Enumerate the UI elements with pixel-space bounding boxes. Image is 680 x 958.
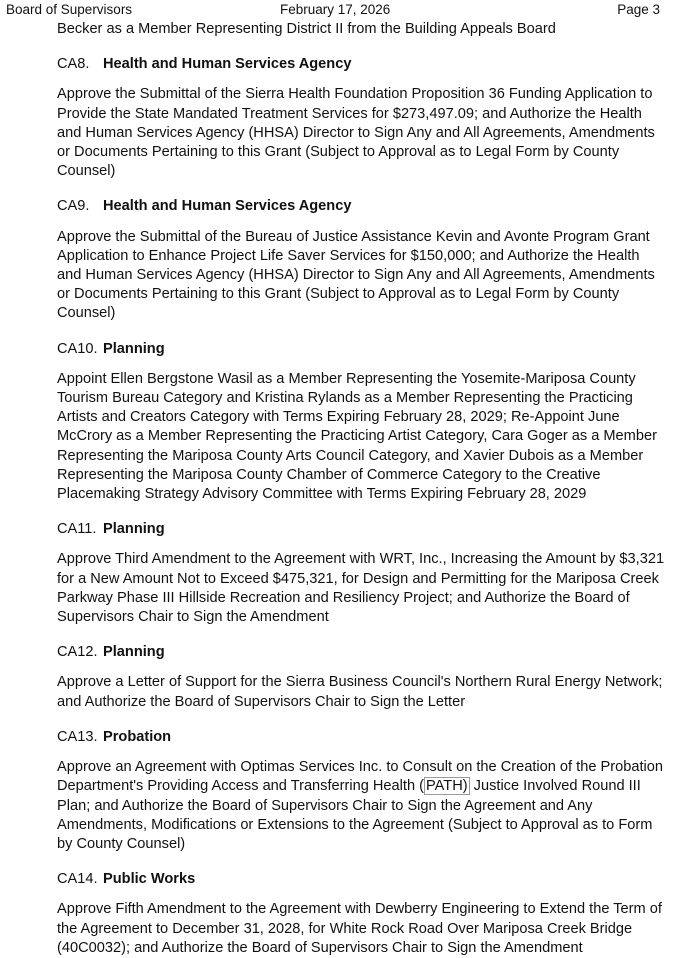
continued-item-text: Becker as a Member Representing District II from the Building Appeals Board — [57, 21, 556, 37]
agenda-item-heading — [57, 870, 665, 889]
agenda-item-heading — [57, 55, 665, 74]
item-text-part: Approve an Agreement with Optimas Services Inc. to Consult on the Creation of the Probation Department's Providing Access and Transferring Health ( — [57, 759, 663, 795]
page-header — [6, 1, 660, 19]
item-department: Probation — [103, 728, 172, 745]
item-department: Health and Human Services Agency — [103, 198, 352, 215]
highlighted-acronym: PATH) — [426, 778, 468, 795]
item-department: Planning — [103, 340, 165, 357]
item-code: CA12. — [57, 644, 98, 661]
item-code: CA8. — [57, 56, 90, 73]
agenda-item-text: Approve a Letter of Support for the Sierra Business Council's Northern Rural Energy Network; and Authorize the Board of Supervisors Chair to Sign the Letter — [57, 674, 663, 710]
agenda-item-heading — [57, 340, 665, 359]
item-text-part: Justice Involved Round III Plan; and Authorize the Board of Supervisors Chair to Sign the Agreement and Any Amendments, Modifications or Extensions to the Agreement (Subject to Approval as to Form by County Counsel) — [57, 778, 653, 852]
agenda-item-heading — [57, 728, 665, 747]
agenda-item-heading — [57, 520, 665, 539]
header-page-number: Page 3 — [617, 2, 660, 17]
item-code: CA14. — [57, 871, 98, 888]
agenda-item-heading — [57, 197, 665, 216]
item-code: CA9. — [57, 198, 90, 215]
agenda-item-text: Approve Third Amendment to the Agreement with WRT, Inc., Increasing the Amount by $3,321 for a New Amount Not to Exceed $475,321, for Design and Permitting for the Mariposa Creek Parkway Phase III Hillside Recreation and Resiliency Project; and Authorize the Board of Supervisors Chair to Sign the Amendment — [57, 551, 665, 626]
agenda-item-text: Approve the Submittal of the Bureau of Justice Assistance Kevin and Avonte Program Grant Application to Enhance Project Life Saver Services for $150,000; and Authorize the Health and Human Services Agency (HHSA) Director to Sign Any and All Agreements, Amendments or Documents Pertaining to this Grant (Subject to Approval as to Legal Form by County Counsel) — [57, 228, 655, 322]
item-code: CA11. — [57, 521, 97, 538]
agenda-item-text: Approve Fifth Amendment to the Agreement with Dewberry Engineering to Extend the Term of the Agreement to December 31, 2028, for White Rock Road Over Mariposa Creek Bridge (40C0032); and Authorize the Board of Supervisors Chair to Sign the Amendment — [57, 901, 662, 956]
item-code: CA13. — [57, 728, 98, 745]
agenda-item-text: Appoint Ellen Bergstone Wasil as a Member Representing the Yosemite-Mariposa County Tourism Bureau Category and Kristina Rylands as a Member Representing the Practicing Artists and Creators Category with Terms Expiring February 28, 2029; Re-Appoint June McCrory as a Member Representing the Practicing Artist Category, Cara Goger as a Member Representing the Mariposa County Arts Council Category, and Xavier Dubois as a Member Representing the Mariposa County Chamber of Commerce Category to the Creative Placemaking Strategy Advisory Committee with Terms Expiring February 28, 2029 — [57, 370, 657, 503]
item-department: Health and Human Services Agency — [103, 56, 352, 73]
item-code: CA10. — [57, 340, 98, 357]
item-department: Planning — [103, 644, 165, 661]
agenda-content — [57, 20, 665, 958]
header-date: February 17, 2026 — [280, 2, 391, 17]
item-department: Public Works — [103, 871, 196, 888]
agenda-item-text — [57, 758, 665, 854]
item-department: Planning — [103, 521, 165, 538]
header-board-name: Board of Supervisors — [6, 2, 133, 17]
agenda-item-text: Approve the Submittal of the Sierra Health Foundation Proposition 36 Funding Application to Provide the State Mandated Treatment Services for $273,497.09; and Authorize the Health and Human Services Agency (HHSA) Director to Sign Any and All Agreements, Amendments or Documents Pertaining to this Grant (Subject to Approval as to Legal Form by County Counsel) — [57, 86, 655, 180]
agenda-item-heading — [57, 643, 665, 662]
